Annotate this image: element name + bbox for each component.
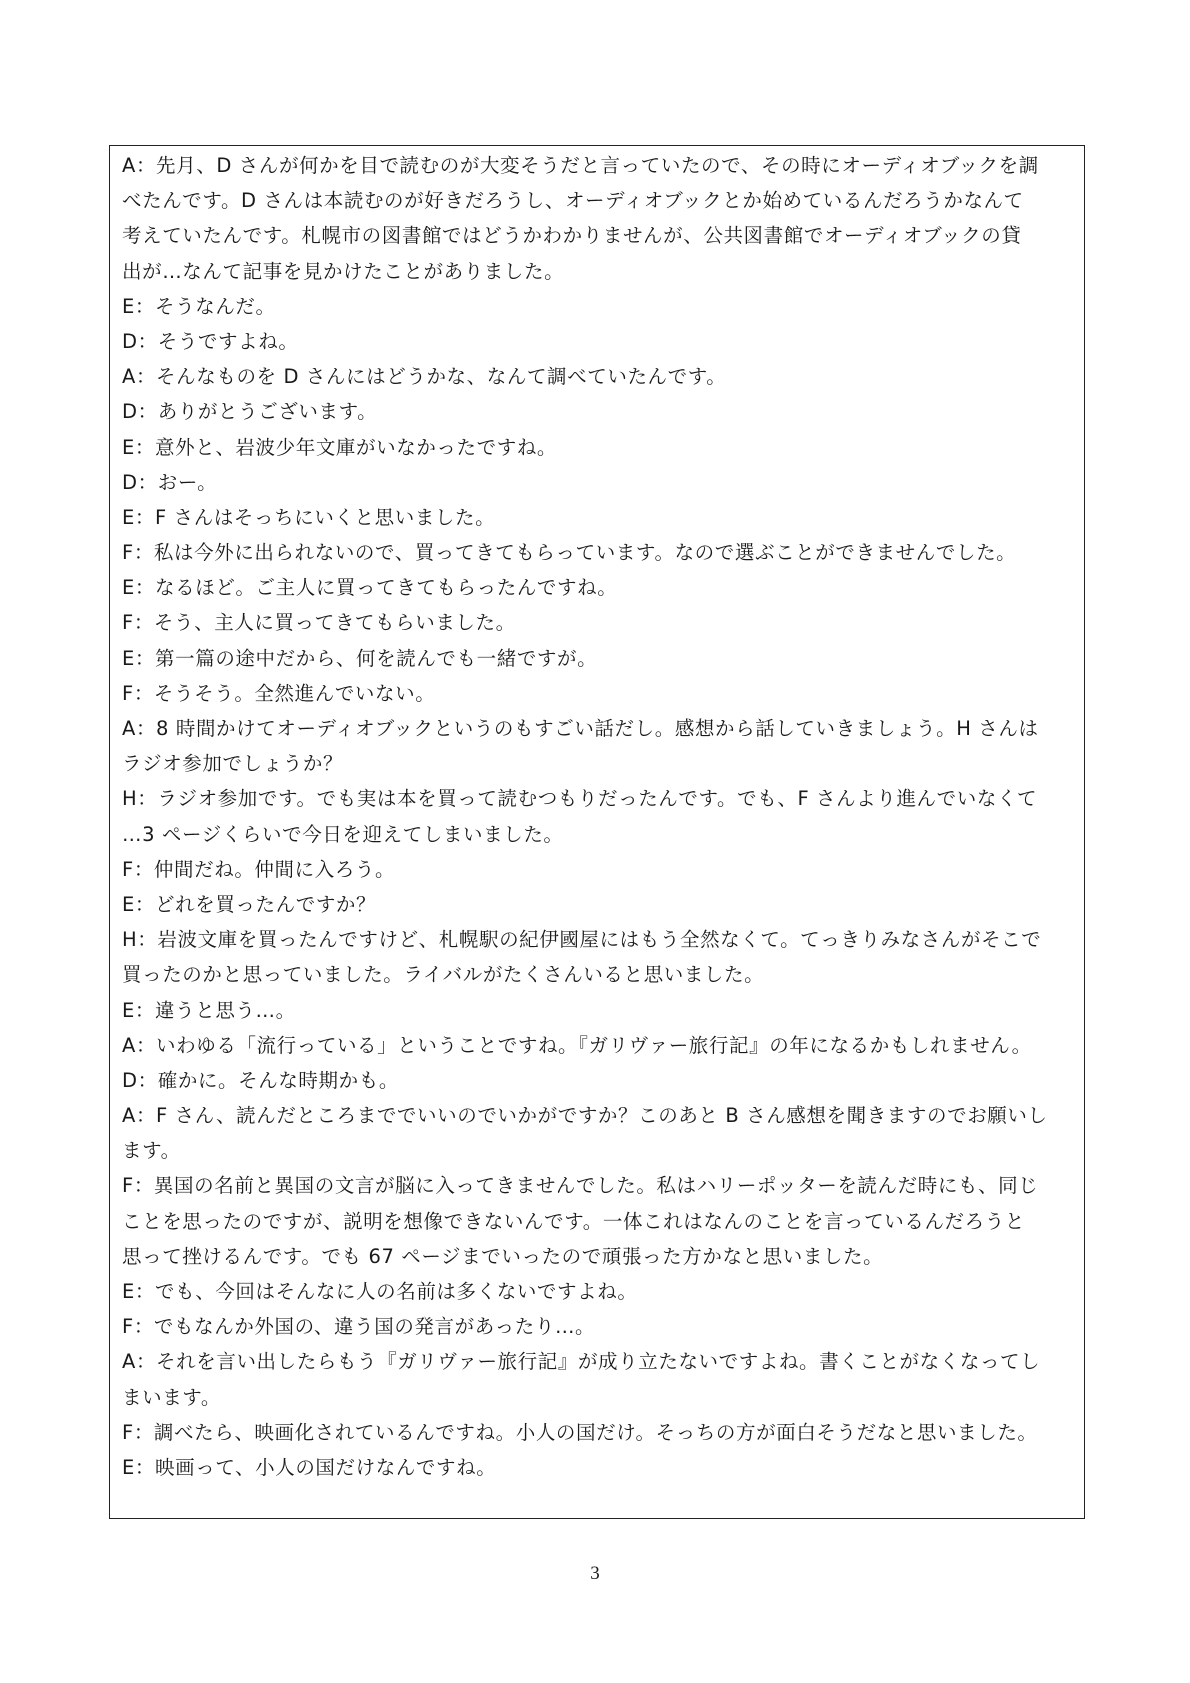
transcript-line: まいます。 [122, 1385, 221, 1409]
transcript-line: A：8 時間かけてオーディオブックというのもすごい話だし。感想から話していきましょう。H さんは [122, 717, 1039, 740]
transcript-line: D：確かに。そんな時期かも。 [122, 1068, 399, 1092]
transcript-line: 出が…なんて記事を見かけたことがありました。 [122, 259, 565, 283]
transcript-line: D：おー。 [122, 470, 218, 494]
transcript-line: E：F さんはそっちにいくと思いました。 [122, 505, 496, 529]
transcript-line: D：ありがとうございます。 [122, 400, 378, 424]
transcript-line: ことを思ったのですが、説明を想像できないんです。一体これはなんのことを言っているんだろうと [122, 1209, 1025, 1233]
transcript-line: …3 ページくらいで今日を迎えてしまいました。 [122, 822, 564, 846]
transcript-line: D：そうですよね。 [122, 329, 299, 353]
transcript-line: E：映画って、小人の国だけなんですね。 [122, 1455, 497, 1479]
transcript-line: A：F さん、読んだところまででいいのでいかがですか？このあと B さん感想を聞きますのでお願いし [122, 1104, 1048, 1128]
transcript-line: E：意外と、岩波少年文庫がいなかったですね。 [122, 435, 558, 459]
transcript-line: H：岩波文庫を買ったんですけど、札幌駅の紀伊國屋にはもう全然なくて。てっきりみなさんがそこで [122, 928, 1042, 952]
transcript-line: F：私は今外に出られないので、買ってきてもらっています。なので選ぶことができませんでした。 [122, 541, 1017, 565]
transcript-line: 思って挫けるんです。でも 67 ページまでいったので頑張った方かなと思いました。 [122, 1244, 884, 1268]
transcript-box [109, 145, 1085, 1519]
transcript-line: A：それを言い出したらもう『ガリヴァー旅行記』が成り立たないですよね。書くことがなくなってし [122, 1350, 1041, 1374]
transcript-line: A：いわゆる「流行っている」ということですね。『ガリヴァー旅行記』の年になるかもしれません。 [122, 1033, 1032, 1057]
transcript-line: F：でもなんか外国の、違う国の発言があったり…。 [122, 1315, 596, 1339]
transcript-line: A：そんなものを D さんにはどうかな、なんて調べていたんです。 [122, 365, 727, 389]
transcript-line: E：第一篇の途中だから、何を読んでも一緒ですが。 [122, 646, 598, 670]
transcript-line: A：先月、D さんが何かを目で読むのが大変そうだと言っていたので、その時にオーディオブックを調 [122, 154, 1039, 177]
transcript-line: F：仲間だね。仲間に入ろう。 [122, 857, 396, 881]
transcript-line: E：そうなんだ。 [122, 294, 276, 318]
transcript-line: 考えていたんです。札幌市の図書館ではどうかわかりませんが、公共図書館でオーディオブックの貸 [122, 224, 1022, 248]
transcript-line: F：調べたら、映画化されているんですね。小人の国だけ。そっちの方が面白そうだなと思いました。 [122, 1420, 1038, 1444]
transcript-line: ます。 [122, 1139, 181, 1163]
transcript-line: E：でも、今回はそんなに人の名前は多くないですよね。 [122, 1280, 638, 1303]
page-number: 3 [590, 1563, 600, 1584]
transcript-line: ラジオ参加でしょうか？ [122, 752, 344, 776]
transcript-line: 買ったのかと思っていました。ライバルがたくさんいると思いました。 [122, 963, 765, 987]
transcript-line: F：そうそう。全然進んでいない。 [122, 681, 436, 705]
transcript-line: E：なるほど。ご主人に買ってきてもらったんですね。 [122, 576, 618, 600]
transcript-line: E：違うと思う…。 [122, 998, 296, 1022]
transcript-line: F：そう、主人に買ってきてもらいました。 [122, 611, 516, 635]
transcript-line: E：どれを買ったんですか？ [122, 892, 377, 916]
transcript-line: F：異国の名前と異国の文言が脳に入ってきませんでした。私はハリーポッターを読んだ時にも、同じ [122, 1174, 1039, 1198]
transcript-line: べたんです。D さんは本読むのが好きだろうし、オーディオブックとか始めているんだろうかなんて [122, 189, 1024, 213]
transcript-line: H：ラジオ参加です。でも実は本を買って読むつもりだったんです。でも、F さんより進んでいなくて [122, 787, 1038, 811]
